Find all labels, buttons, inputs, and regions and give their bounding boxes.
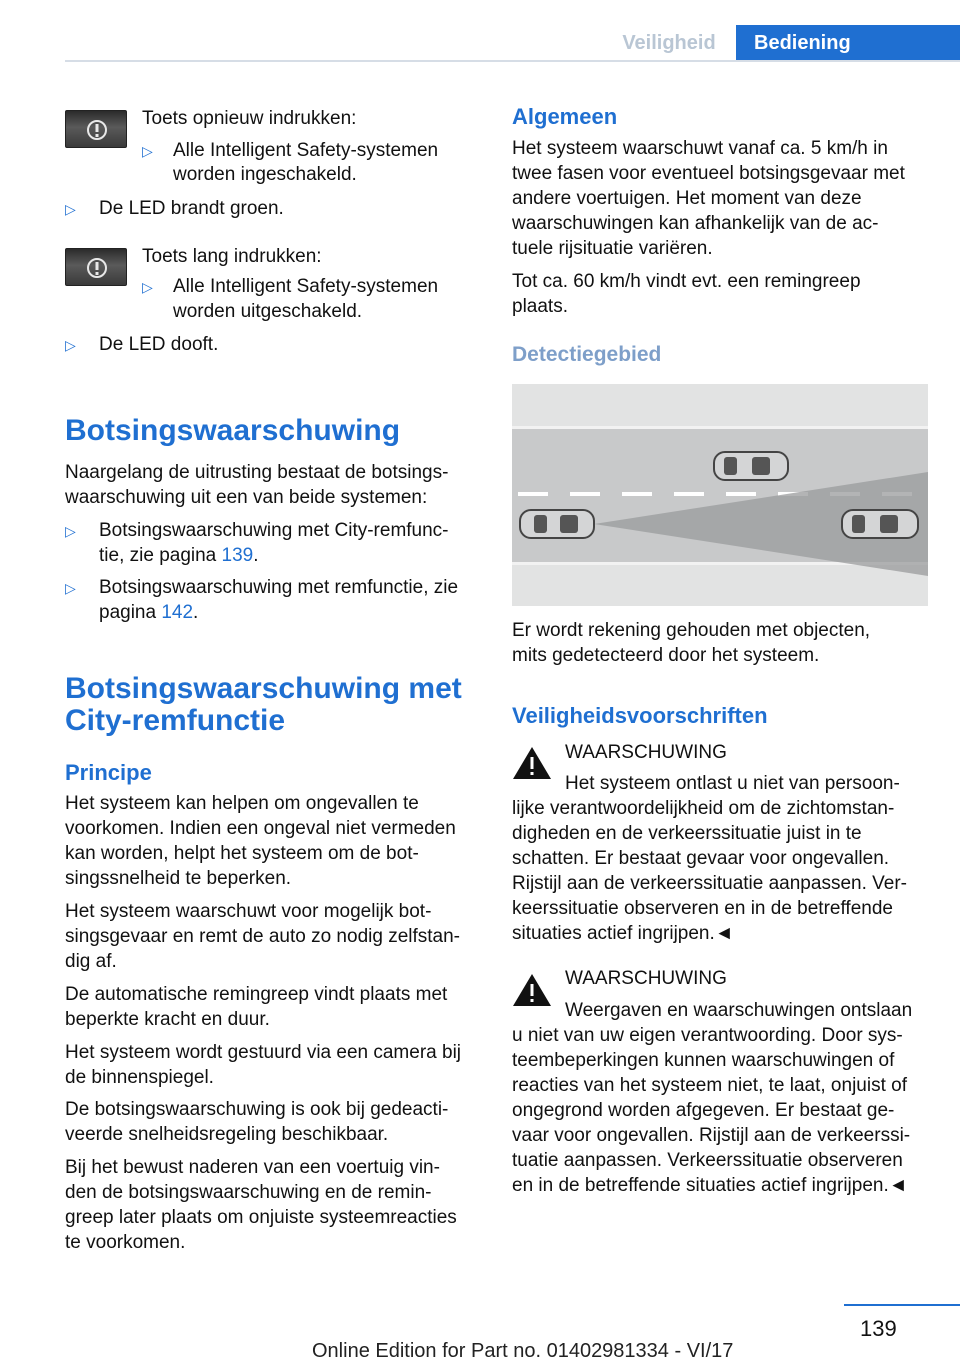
alg2-line1: Tot ca. 60 km/h vindt evt. een remingreep [512,271,861,292]
item2-line1: Botsingswaarschuwing met remfunctie, zie [99,577,459,598]
warning2-line3: teembeperkingen kunnen waarschuwingen of [512,1050,895,1071]
detection-area-illustration [512,384,928,606]
warning1-line3: digheden en de verkeerssituatie juist in te [512,823,862,844]
press-again-item-line1: Alle Intelligent Safety-systemen [173,140,439,161]
warning1-line5: Rijstijl aan de verkeerssituatie aanpassen. Ver- [512,873,907,894]
alg1-line4: waarschuwingen kan afhankelijk van de ac- [512,213,879,234]
press-long-label: Toets lang indrukken: [142,246,322,267]
intelligent-safety-button-icon [65,248,127,286]
header-rule [65,60,960,62]
triangle-bullet-icon: ▷ [65,201,76,217]
press-long-item-line1: Alle Intelligent Safety-systemen [173,276,439,297]
warning1-line7: situaties actief ingrijpen.◄ [512,923,734,944]
intelligent-safety-button-icon [65,110,127,148]
warning2-line7: tuatie aanpassen. Verkeerssituatie observeren [512,1150,903,1171]
alg1-line5: tuele rijsituatie variëren. [512,238,713,259]
triangle-bullet-icon: ▷ [65,523,76,539]
para6-line4: te voorkomen. [65,1232,186,1253]
led-green-text: De LED brandt groen. [99,198,284,219]
alg1-line1: Het systeem waarschuwt vanaf ca. 5 km/h in [512,138,888,159]
item2-line2 [99,600,198,626]
warning-intro-line2: waarschuwing uit een van beide systemen: [65,487,428,508]
para4-line1: Het systeem wordt gestuurd via een camera bij [65,1042,462,1063]
warning-intro-line1: Naargelang de uitrusting bestaat de botsings- [65,462,449,483]
warning2-title: WAARSCHUWING [565,968,727,989]
para2-line3: dig af. [65,951,117,972]
tab-bediening[interactable]: Bediening [736,25,960,62]
page-link-139[interactable]: 139 [221,545,254,566]
triangle-bullet-icon: ▷ [65,580,76,596]
warning-triangle-icon [512,972,552,1008]
heading-botsingswaarschuwing: Botsingswaarschuwing [65,414,401,447]
para4-line2: de binnenspiegel. [65,1067,214,1088]
press-again-item-line2: worden ingeschakeld. [173,164,357,185]
heading-algemeen: Algemeen [512,104,618,129]
para1-line1: Het systeem kan helpen om ongevallen te [65,793,419,814]
para3-line2: beperkte kracht en duur. [65,1009,270,1030]
para2-line2: singsgevaar en remt de auto zo nodig zelfstan- [65,926,461,947]
warning2-line6: vaar voor ongevallen. Rijstijl aan de verkeerssi- [512,1125,911,1146]
item2-end: . [193,602,199,623]
warning2-line4: reacties van het systeem niet, te laat, onjuist of [512,1075,907,1096]
warning1-line4: schatten. Er bestaat gevaar voor ongevallen. [512,848,890,869]
press-again-label: Toets opnieuw indrukken: [142,108,357,129]
edition-text: Online Edition for Part no. 01402981334 - VI/17 [312,1340,734,1362]
para6-line3: greep later plaats om onjuiste systeemreacties [65,1207,457,1228]
para6-line2: den de botsingswaarschuwing en de remin- [65,1182,432,1203]
tab-veiligheid[interactable]: Veiligheid [622,32,716,54]
own-car-icon [520,510,594,538]
warning2-line5: ongegrond worden afgegeven. Er bestaat ge- [512,1100,895,1121]
vehicle-ahead-same-lane-icon [842,510,918,538]
triangle-bullet-icon: ▷ [142,143,153,159]
para1-line2: voorkomen. Indien een ongeval niet vermeden [65,818,456,839]
vehicle-ahead-left-lane-icon [714,452,788,480]
heading-city-remfunctie-line1: Botsingswaarschuwing met [65,672,462,705]
warning1-line2: lijke verantwoordelijkheid om de zichtomstan- [512,798,895,819]
item1-end: . [253,545,259,566]
led-off-text: De LED dooft. [99,334,219,355]
heading-principe: Principe [65,760,152,785]
alg1-line2: twee fasen voor eventueel botsingsgevaar met [512,163,905,184]
footer-rule [844,1304,960,1306]
item1-line2 [99,543,259,569]
triangle-bullet-icon: ▷ [142,279,153,295]
para1-line3: kan worden, helpt het systeem om de bot- [65,843,419,864]
para5-line1: De botsingswaarschuwing is ook bij gedeacti- [65,1099,449,1120]
page-number: 139 [860,1316,897,1341]
warning-triangle-icon [512,745,552,781]
caption-line1: Er wordt rekening gehouden met objecten, [512,620,871,641]
page-link-142[interactable]: 142 [161,602,194,623]
warning2-line1: Weergaven en waarschuwingen ontslaan [565,1000,913,1021]
para3-line1: De automatische remingreep vindt plaats met [65,984,448,1005]
warning1-line6: keerssituatie observeren en in de betreffende [512,898,893,919]
item1-text: tie, zie pagina [99,545,222,566]
heading-veiligheidsvoorschriften: Veiligheidsvoorschriften [512,703,768,728]
press-long-item-line2: worden uitgeschakeld. [173,301,363,322]
item1-line1: Botsingswaarschuwing met City-remfunc- [99,520,449,541]
alg2-line2: plaats. [512,296,568,317]
para6-line1: Bij het bewust naderen van een voertuig vin- [65,1157,440,1178]
alg1-line3: andere voertuigen. Het moment van deze [512,188,862,209]
warning1-title: WAARSCHUWING [565,742,727,763]
para2-line1: Het systeem waarschuwt voor mogelijk bot- [65,901,432,922]
triangle-bullet-icon: ▷ [65,337,76,353]
warning2-line2: u niet van uw eigen verantwoording. Door sys- [512,1025,903,1046]
warning1-line1: Het systeem ontlast u niet van persoon- [565,773,900,794]
heading-city-remfunctie-line2: City-remfunctie [65,704,286,737]
caption-line2: mits gedetecteerd door het systeem. [512,645,820,666]
item2-text: pagina [99,602,162,623]
para5-line2: veerde snelheidsregeling beschikbaar. [65,1124,389,1145]
heading-detectiegebied: Detectiegebied [512,343,662,366]
para1-line4: singssnelheid te beperken. [65,868,292,889]
warning2-line8: en in de betreffende situaties actief ingrijpen.◄ [512,1175,908,1196]
